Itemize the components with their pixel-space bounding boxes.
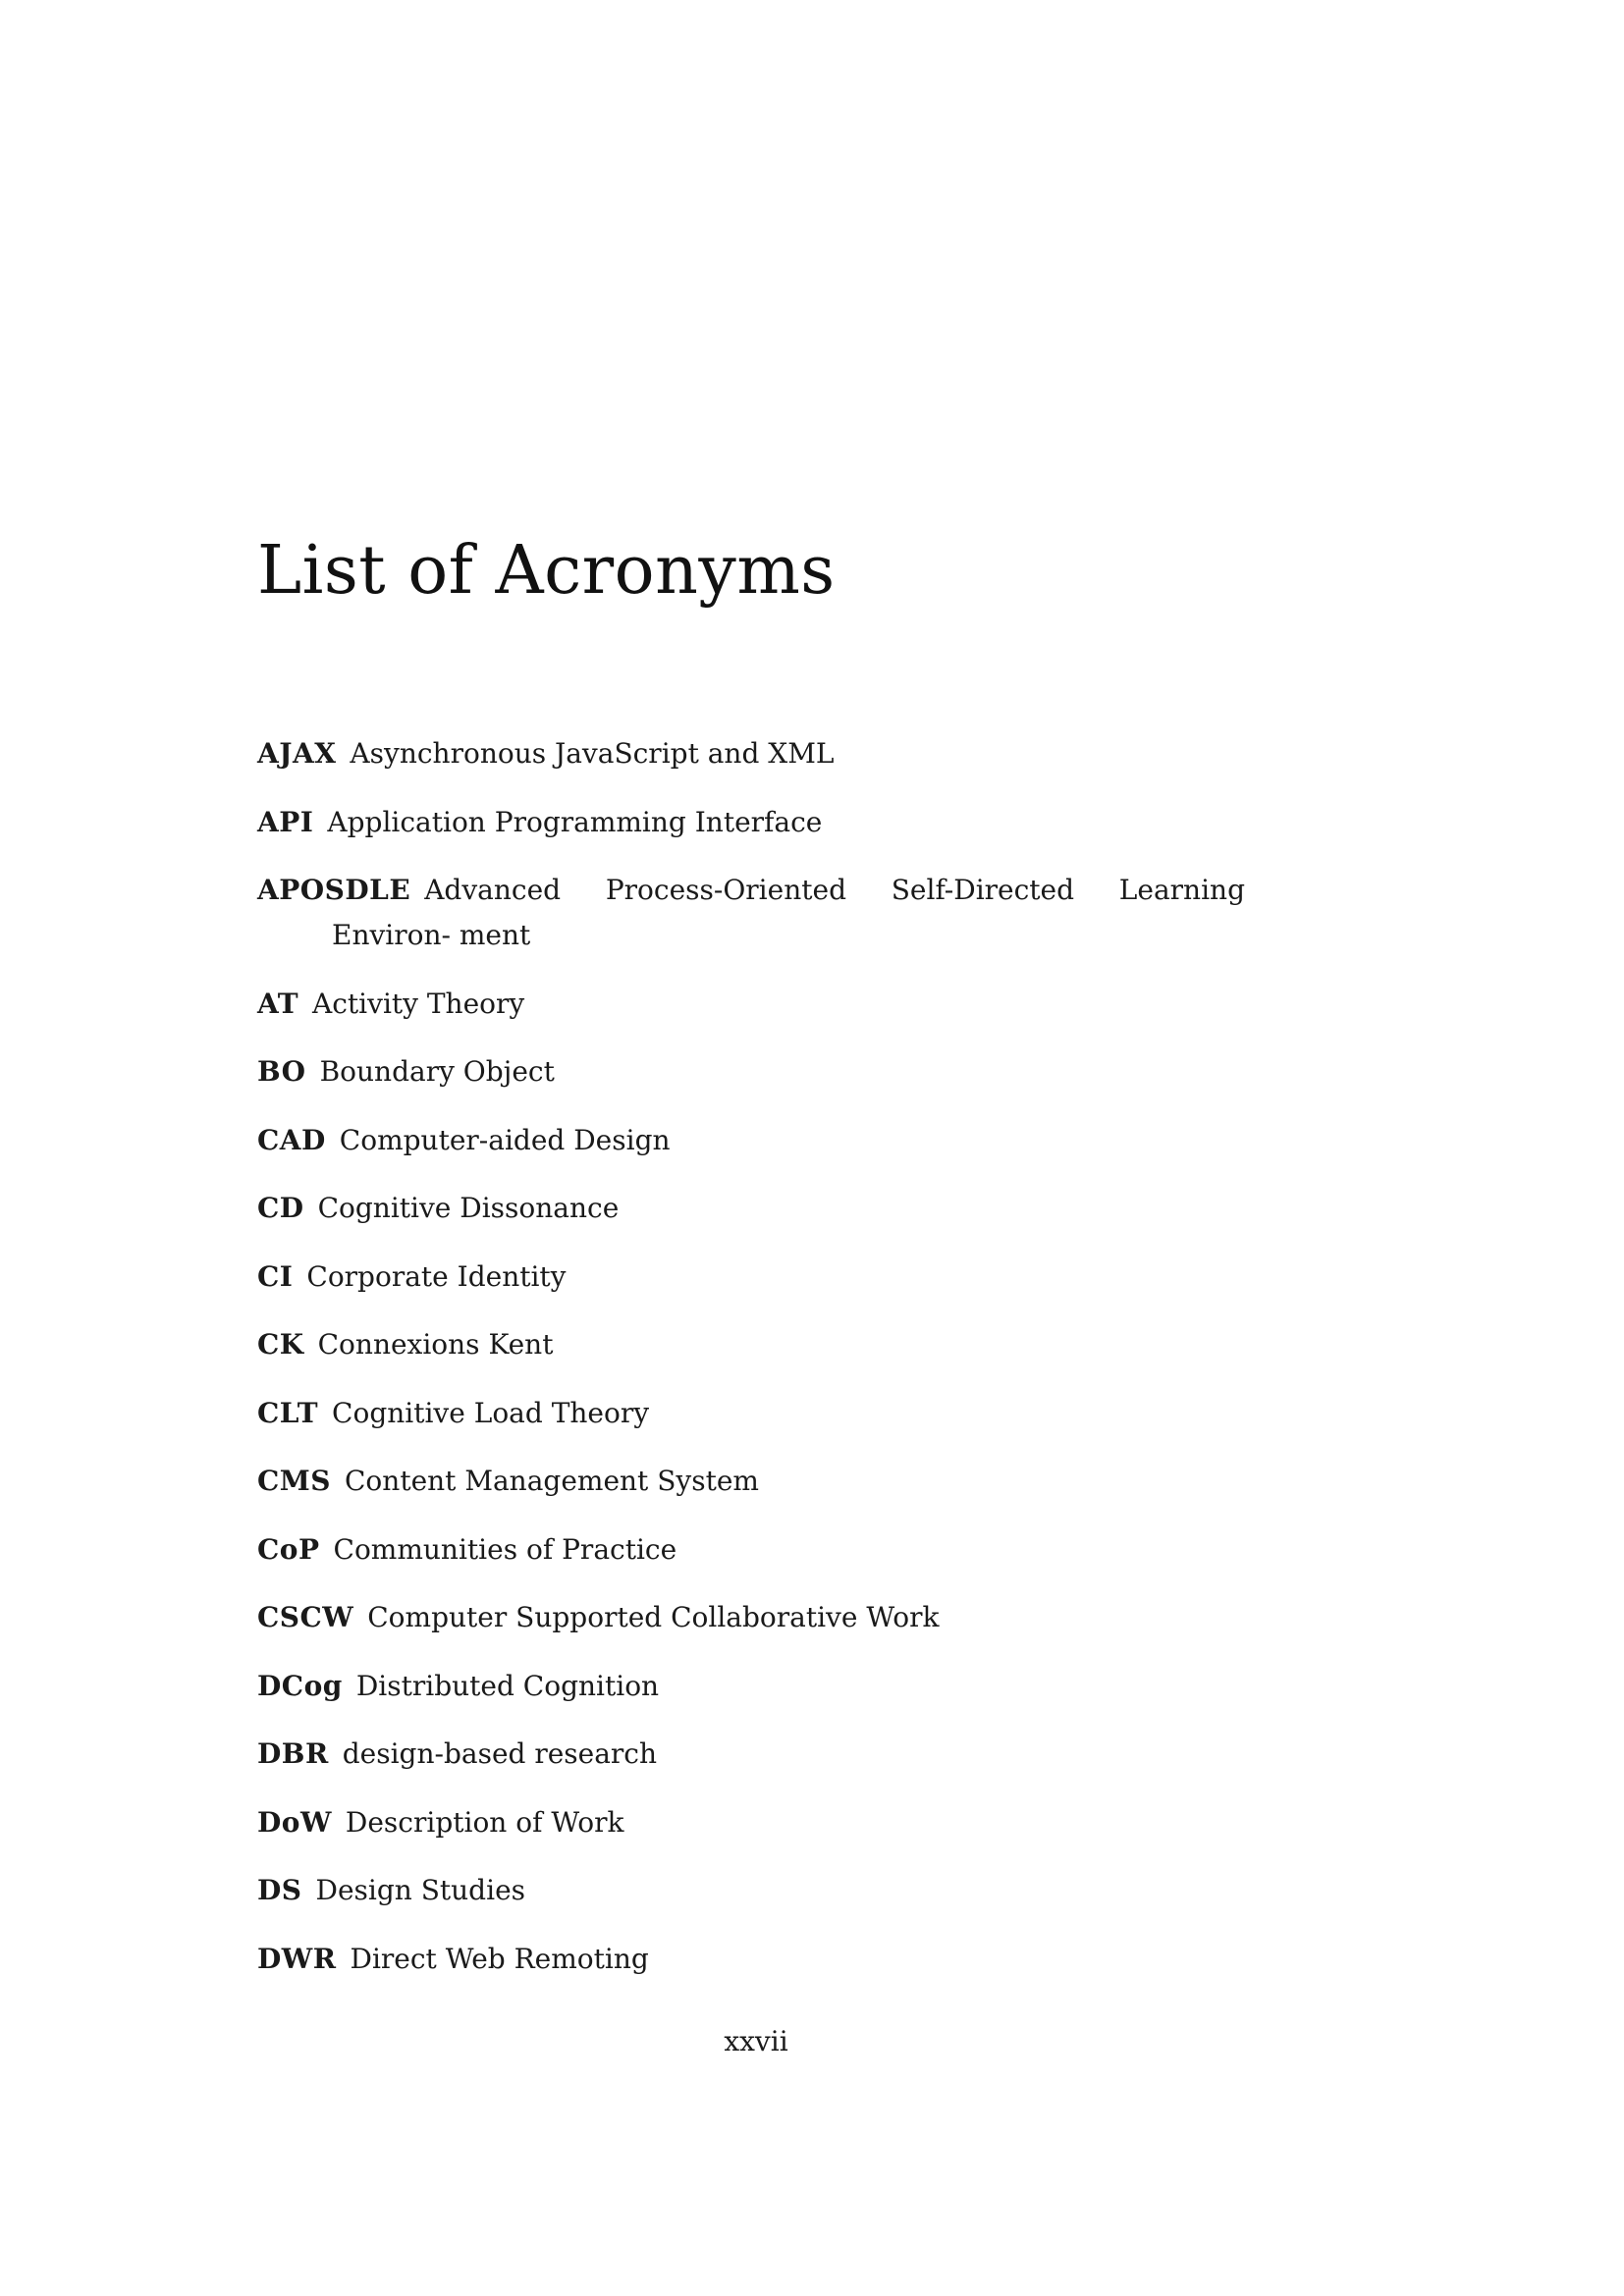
page-number: xxvii: [724, 2025, 788, 2057]
acronym-term: CD: [257, 1192, 304, 1224]
acronym-entry: [257, 800, 1245, 845]
acronym-term: BO: [257, 1055, 306, 1088]
acronym-entry: [257, 1868, 1245, 1913]
acronym-definition: Distributed Cognition: [355, 1669, 660, 1702]
acronym-term: DWR: [257, 1942, 337, 1975]
acronym-entry: [257, 1255, 1245, 1300]
acronym-definition: design-based research: [342, 1737, 658, 1770]
acronym-entry: [257, 1664, 1245, 1709]
acronym-definition: Cognitive Load Theory: [332, 1396, 650, 1429]
acronym-definition: Cognitive Dissonance: [317, 1192, 620, 1224]
acronym-term: CK: [257, 1328, 304, 1361]
acronym-definition: Computer Supported Collaborative Work: [367, 1601, 940, 1633]
acronym-definition: Asynchronous JavaScript and XML: [350, 737, 835, 770]
acronym-entry: [257, 1391, 1245, 1436]
acronym-term: DoW: [257, 1805, 332, 1839]
acronym-definition: Computer-aided Design: [339, 1123, 671, 1156]
acronym-term: CLT: [257, 1396, 319, 1429]
acronym-definition: Content Management System: [345, 1465, 759, 1497]
acronym-term: AJAX: [257, 737, 337, 770]
acronym-term: API: [257, 805, 314, 838]
acronym-entry: [257, 1732, 1245, 1777]
acronym-term: CAD: [257, 1123, 326, 1156]
acronym-definition: Corporate Identity: [306, 1259, 567, 1293]
acronym-entry: [257, 1800, 1245, 1845]
acronym-entry: [257, 1937, 1245, 1982]
acronym-definition: Communities of Practice: [333, 1532, 677, 1566]
acronym-definition: Advanced Process-Oriented Self-Directed Learning Environ- ment: [332, 874, 1245, 951]
acronym-entry: [257, 1595, 1245, 1640]
page-title: List of Acronyms: [257, 532, 836, 610]
acronym-list: [257, 731, 1245, 2004]
acronym-entry: [257, 982, 1245, 1027]
acronym-term: CI: [257, 1259, 294, 1293]
acronym-entry: [257, 1118, 1245, 1163]
acronym-term: DBR: [257, 1737, 329, 1770]
acronym-term: DCog: [257, 1669, 343, 1702]
acronym-definition: Boundary Object: [319, 1055, 555, 1088]
acronym-entry: [257, 1049, 1245, 1095]
acronym-term: APOSDLE: [257, 874, 411, 906]
acronym-entry: [257, 1459, 1245, 1504]
acronym-definition: Description of Work: [345, 1805, 624, 1839]
acronym-definition: Activity Theory: [312, 987, 525, 1020]
acronym-term: CoP: [257, 1532, 320, 1566]
acronym-term: AT: [257, 987, 299, 1020]
acronym-definition: Direct Web Remoting: [350, 1942, 649, 1975]
acronym-entry: [257, 868, 1245, 958]
acronym-entry: [257, 1527, 1245, 1573]
acronym-term: CMS: [257, 1465, 331, 1497]
acronym-entry: [257, 1322, 1245, 1367]
acronym-entry: [257, 1186, 1245, 1231]
acronym-entry: [257, 731, 1245, 776]
acronym-term: CSCW: [257, 1601, 354, 1633]
acronym-definition: Design Studies: [315, 1874, 526, 1906]
acronym-definition: Connexions Kent: [317, 1328, 554, 1361]
acronym-term: DS: [257, 1874, 302, 1906]
acronym-definition: Application Programming Interface: [327, 805, 823, 838]
